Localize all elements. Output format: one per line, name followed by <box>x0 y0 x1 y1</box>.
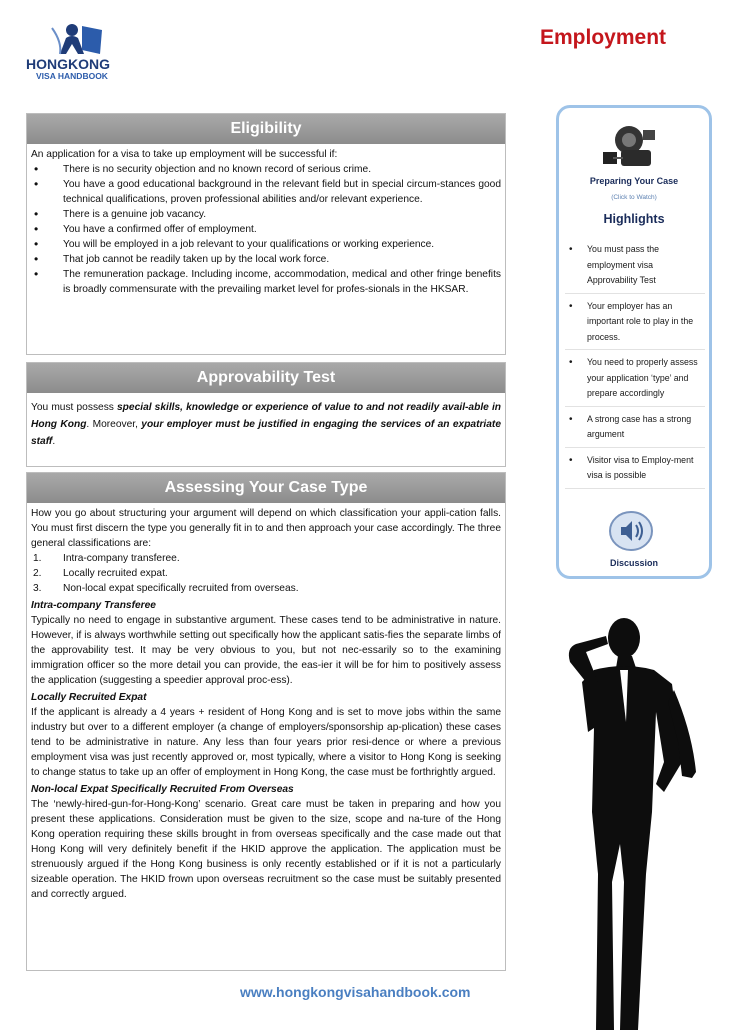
list-item <box>31 551 501 566</box>
approvability-text-1: You must possess <box>31 402 118 413</box>
silhouette-image <box>532 612 718 1030</box>
list-label: Locally recruited expat. <box>63 568 168 579</box>
eligibility-panel <box>26 113 506 355</box>
list-item: • That job cannot be readily taken up by the local work force. <box>31 252 501 267</box>
list-item: • The remuneration package. Including income, accommodation, medical and other fringe benefits is broadly commensurate with the prevailing market level for profes-sionals in the HKSAR. <box>31 267 501 297</box>
subheading-non-local: Non-local Expat Specifically Recruited From Overseas <box>31 784 294 795</box>
list-item: • There is no security objection and no known record of serious crime. <box>31 162 501 177</box>
subheading-locally-recruited: Locally Recruited Expat <box>31 692 147 703</box>
logo-icon <box>22 20 152 82</box>
paragraph-locally-recruited: If the applicant is already a 4 years + resident of Hong Kong and is set to move jobs within the same industry but over to a different employer (a change of employers/sponsorship ap-plication) these cases tend to be administrative in nature. Any less than four years prior resi-dence or where a previous employment visa was just recently approved or, most typically, where a visitor to Hong Kong is seeking to change status to take up an offer of employment in Hong Kong, the case must be forthrightly argued. <box>31 707 501 778</box>
page-title: Employment <box>540 26 667 49</box>
camera-icon[interactable] <box>599 122 661 172</box>
svg-text:HONGKONG: HONGKONG <box>26 56 110 72</box>
logo[interactable] <box>22 20 152 82</box>
paragraph-non-local: The ‘newly-hired-gun-for-Hong-Kong’ scenario. Great care must be taken in preparing and how you present these applications. Consideration must be given to the size, scope and na-ture of the Hong Kong operation requiring these skills brought in from overseas specifically and the case made out that Hong Kong will very definitely benefit if the HKID approve the application. The application must be strenuously argued if the Hong Kong business is only recently established or if it is not a particularly sizeable operation. The HKID frown upon overseas recruitment so the case must be suitably presented and correctly argued. <box>31 799 501 900</box>
list-label: Intra-company transferee. <box>63 553 180 564</box>
list-item <box>31 566 501 581</box>
approvability-text-4: your employer must be justified in engaging the services of an expatriate staff <box>31 419 501 447</box>
paragraph-intra-company: Typically no need to engage in substantive argument. These cases tend to be administrative in nature. However, if is always worthwhile setting out specifically how the applicant satis-fies the separate limbs of the approvability test. It may be very obvious to you, but not nec-essarily so to the examining immigration officer so the more detail you can provide, the eas-ier it will be for him to positively assess the application (suggesting a speedier approval proc-ess). <box>31 615 501 686</box>
footer-url-link[interactable]: www.hongkongvisahandbook.com <box>240 984 471 1000</box>
list-item: • A strong case has a strong argument <box>565 412 705 448</box>
list-item: • There is a genuine job vacancy. <box>31 207 501 222</box>
list-item: • You have a good educational background in the relevant field but in special circum-stances good technical qualifications, proven professional abilities and/or relevant experience. <box>31 177 501 207</box>
svg-text:VISA HANDBOOK: VISA HANDBOOK <box>36 71 108 81</box>
list-number: 3. <box>33 583 42 594</box>
approvability-heading: Approvability Test <box>27 363 505 393</box>
approvability-text-5: . <box>52 436 56 447</box>
eligibility-list <box>31 162 501 297</box>
list-number: 2. <box>33 568 42 579</box>
eligibility-intro: An application for a visa to take up employment will be successful if: <box>31 149 338 160</box>
video-label[interactable]: Preparing Your Case <box>589 176 679 186</box>
speaker-icon[interactable] <box>607 510 655 552</box>
assessing-intro: How you go about structuring your argument will depend on which classification your appli-cation falls. You must first discern the type you generally fit in to and then approach your case accordingly. The three general classifications are: <box>31 508 501 549</box>
approvability-text <box>31 399 501 450</box>
highlights-sidebar <box>556 105 712 579</box>
list-item: • You need to properly assess your application ‘type’ and prepare accordingly <box>565 355 705 407</box>
video-hint: (Click to Watch) <box>611 194 657 201</box>
approvability-panel <box>26 362 506 467</box>
approvability-text-3: . Moreover, <box>86 419 142 430</box>
highlights-title: Highlights <box>603 212 665 226</box>
subheading-intra-company: Intra-company Transferee <box>31 600 156 611</box>
list-item <box>31 581 501 596</box>
list-item: • You must pass the employment visa Approvability Test <box>565 242 705 294</box>
highlights-list <box>565 242 705 494</box>
audio-label[interactable]: Discussion <box>609 558 658 568</box>
list-item: • You have a confirmed offer of employment. <box>31 222 501 237</box>
list-label: Non-local expat specifically recruited from overseas. <box>63 583 299 594</box>
list-item: • Visitor visa to Employ-ment visa is possible <box>565 453 705 489</box>
list-number: 1. <box>33 553 42 564</box>
eligibility-heading: Eligibility <box>27 114 505 144</box>
list-item: • You will be employed in a job relevant to your qualifications or working experience. <box>31 237 501 252</box>
assessing-panel <box>26 472 506 971</box>
assessing-heading: Assessing Your Case Type <box>27 473 505 503</box>
classification-list <box>31 551 501 596</box>
list-item: • Your employer has an important role to play in the process. <box>565 299 705 351</box>
approvability-text-2: special skills, knowledge or experience of value to and not readily avail-able in Hong Kong <box>31 402 501 430</box>
